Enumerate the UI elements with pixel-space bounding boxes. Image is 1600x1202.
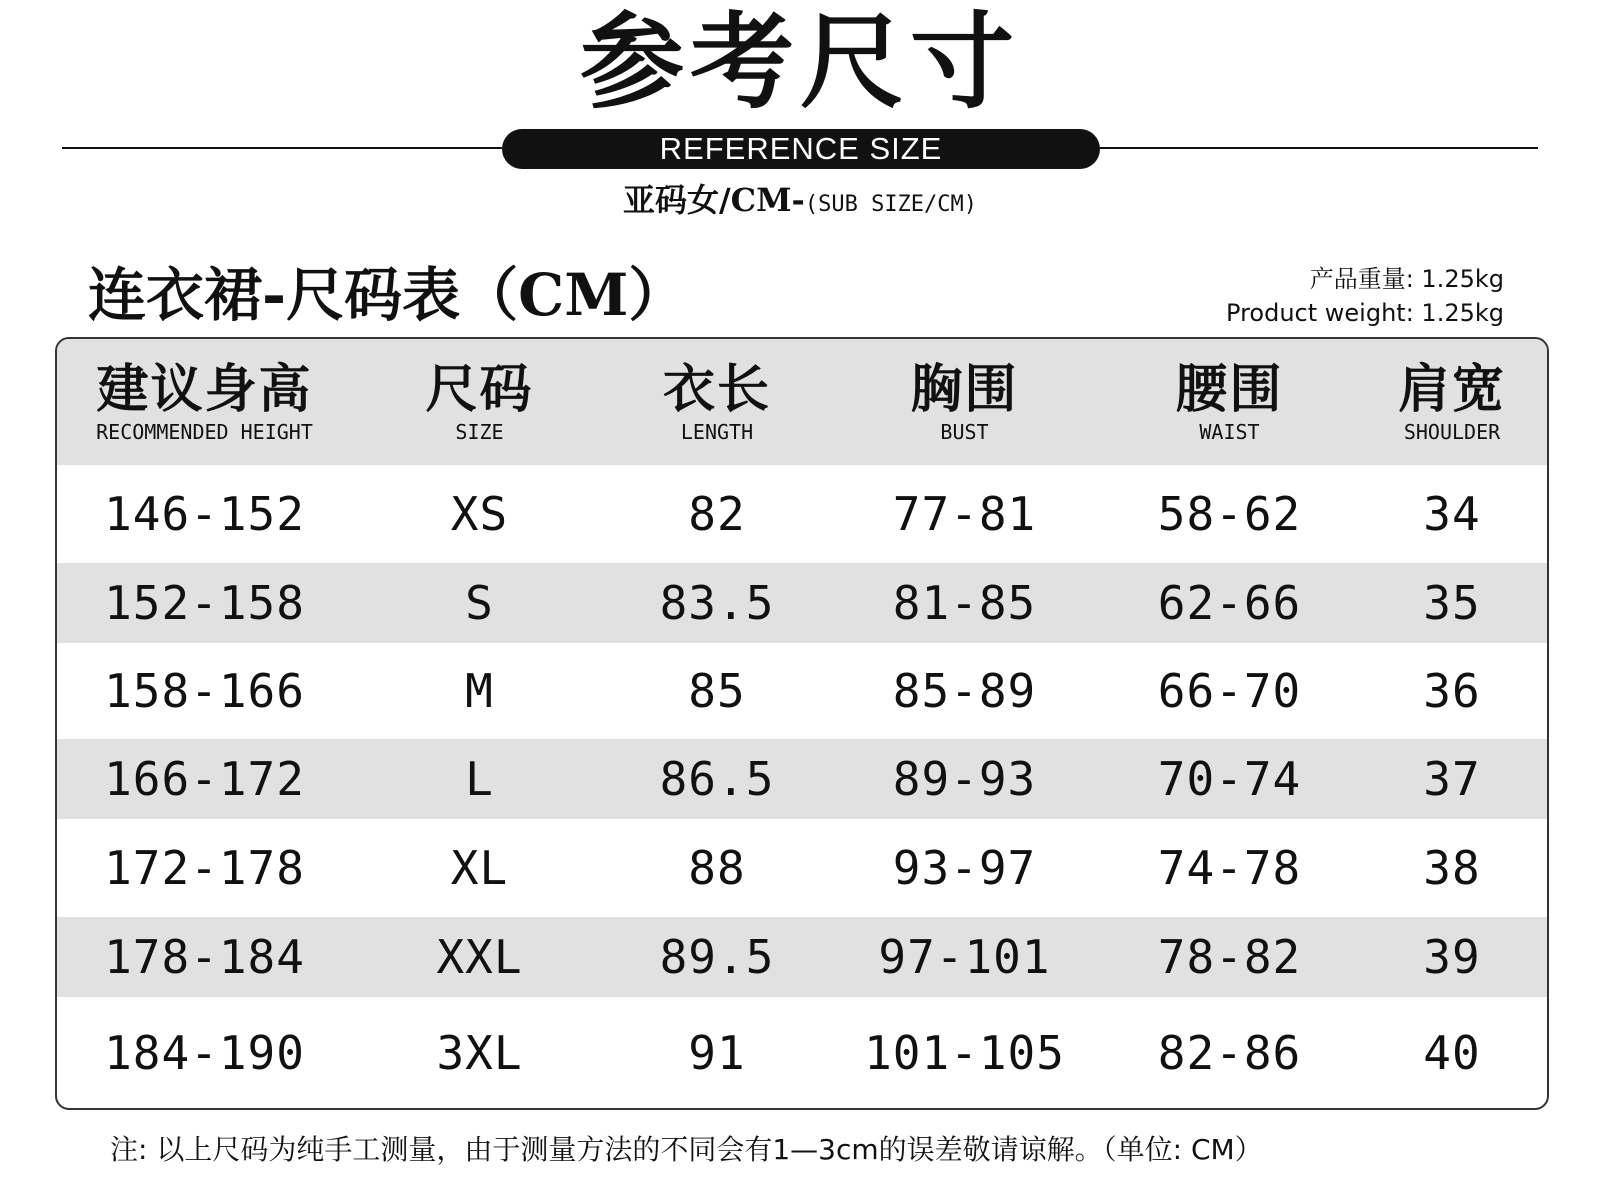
column-header-shoulder bbox=[1357, 339, 1547, 465]
column-header-label: 腰围 bbox=[1175, 360, 1284, 420]
cell-waist: 78-82 bbox=[1157, 930, 1302, 984]
column-header-length bbox=[607, 339, 827, 465]
table-row bbox=[57, 643, 1547, 739]
cell-shoulder: 37 bbox=[1423, 752, 1481, 806]
cell-length: 91 bbox=[688, 1025, 746, 1080]
table-row bbox=[57, 563, 1547, 643]
divider-right bbox=[1100, 147, 1538, 149]
cell-bust: 93-97 bbox=[892, 841, 1037, 895]
cell-height: 158-166 bbox=[104, 664, 305, 718]
column-header-label: 衣长 bbox=[662, 360, 771, 420]
cell-waist: 70-74 bbox=[1157, 752, 1302, 806]
cell-bust: 81-85 bbox=[892, 576, 1037, 630]
cell-bust: 89-93 bbox=[892, 752, 1037, 806]
page-title: 参考尺寸 bbox=[579, 0, 1020, 123]
cell-bust: 77-81 bbox=[892, 487, 1037, 541]
cell-shoulder: 34 bbox=[1423, 487, 1481, 541]
table-row bbox=[57, 917, 1547, 997]
cell-waist: 58-62 bbox=[1157, 487, 1302, 541]
cell-shoulder: 35 bbox=[1423, 576, 1481, 630]
cell-bust: 101-105 bbox=[864, 1025, 1065, 1080]
table-title: 连衣裙-尺码表（CM） bbox=[88, 261, 687, 329]
cell-height: 172-178 bbox=[104, 841, 305, 895]
table-row bbox=[57, 465, 1547, 563]
cell-waist: 74-78 bbox=[1157, 841, 1302, 895]
measurement-note: 注: 以上尺码为纯手工测量，由于测量方法的不同会有1—3cm的误差敬请谅解。（单位: CM） bbox=[110, 1133, 1263, 1166]
column-header-sublabel: RECOMMENDED HEIGHT bbox=[96, 420, 313, 444]
cell-length: 85 bbox=[688, 664, 746, 718]
cell-height: 152-158 bbox=[104, 576, 305, 630]
product-weight-cn: 产品重量: 1.25kg bbox=[1309, 265, 1504, 293]
reference-size-banner: REFERENCE SIZE bbox=[502, 129, 1100, 169]
column-header-size bbox=[352, 339, 607, 465]
table-row bbox=[57, 739, 1547, 819]
size-subtitle bbox=[0, 180, 1600, 225]
cell-size: XL bbox=[450, 841, 509, 895]
cell-shoulder: 40 bbox=[1423, 1025, 1481, 1080]
cell-bust: 85-89 bbox=[892, 664, 1037, 718]
cell-size: S bbox=[465, 576, 494, 630]
cell-waist: 62-66 bbox=[1157, 576, 1302, 630]
column-header-waist bbox=[1102, 339, 1357, 465]
column-header-sublabel: LENGTH bbox=[680, 420, 754, 444]
table-header-row bbox=[57, 339, 1547, 465]
cell-size: XS bbox=[450, 487, 509, 541]
column-header-sublabel: SIZE bbox=[455, 420, 504, 444]
column-header-height bbox=[57, 339, 352, 465]
size-subtitle-en: (SUB SIZE/CM) bbox=[804, 192, 978, 217]
column-header-label: 尺码 bbox=[425, 360, 534, 420]
product-weight bbox=[1226, 262, 1504, 330]
cell-height: 166-172 bbox=[104, 752, 305, 806]
column-header-label: 肩宽 bbox=[1397, 360, 1506, 420]
size-table bbox=[55, 337, 1549, 1110]
cell-length: 88 bbox=[688, 841, 746, 895]
column-header-label: 建议身高 bbox=[96, 360, 313, 420]
cell-size: L bbox=[465, 752, 494, 806]
cell-height: 178-184 bbox=[104, 930, 305, 984]
cell-length: 83.5 bbox=[659, 576, 775, 630]
cell-shoulder: 39 bbox=[1423, 930, 1481, 984]
cell-waist: 66-70 bbox=[1157, 664, 1302, 718]
product-weight-en: Product weight: 1.25kg bbox=[1226, 299, 1504, 327]
cell-waist: 82-86 bbox=[1157, 1025, 1302, 1080]
column-header-sublabel: SHOULDER bbox=[1403, 420, 1501, 444]
cell-size: XXL bbox=[436, 930, 523, 984]
column-header-bust bbox=[827, 339, 1102, 465]
cell-shoulder: 36 bbox=[1423, 664, 1481, 718]
cell-bust: 97-101 bbox=[878, 930, 1051, 984]
cell-size: 3XL bbox=[436, 1025, 523, 1080]
cell-length: 86.5 bbox=[659, 752, 775, 806]
size-subtitle-cn: 亚码女/CM- bbox=[622, 181, 805, 219]
table-row bbox=[57, 997, 1547, 1108]
cell-length: 89.5 bbox=[659, 930, 775, 984]
divider-left bbox=[62, 147, 502, 149]
cell-length: 82 bbox=[688, 487, 746, 541]
cell-shoulder: 38 bbox=[1423, 841, 1481, 895]
table-row bbox=[57, 819, 1547, 917]
cell-size: M bbox=[465, 664, 494, 718]
cell-height: 184-190 bbox=[104, 1025, 305, 1080]
column-header-sublabel: BUST bbox=[940, 420, 989, 444]
column-header-label: 胸围 bbox=[910, 360, 1019, 420]
column-header-sublabel: WAIST bbox=[1199, 420, 1260, 444]
cell-height: 146-152 bbox=[104, 487, 305, 541]
